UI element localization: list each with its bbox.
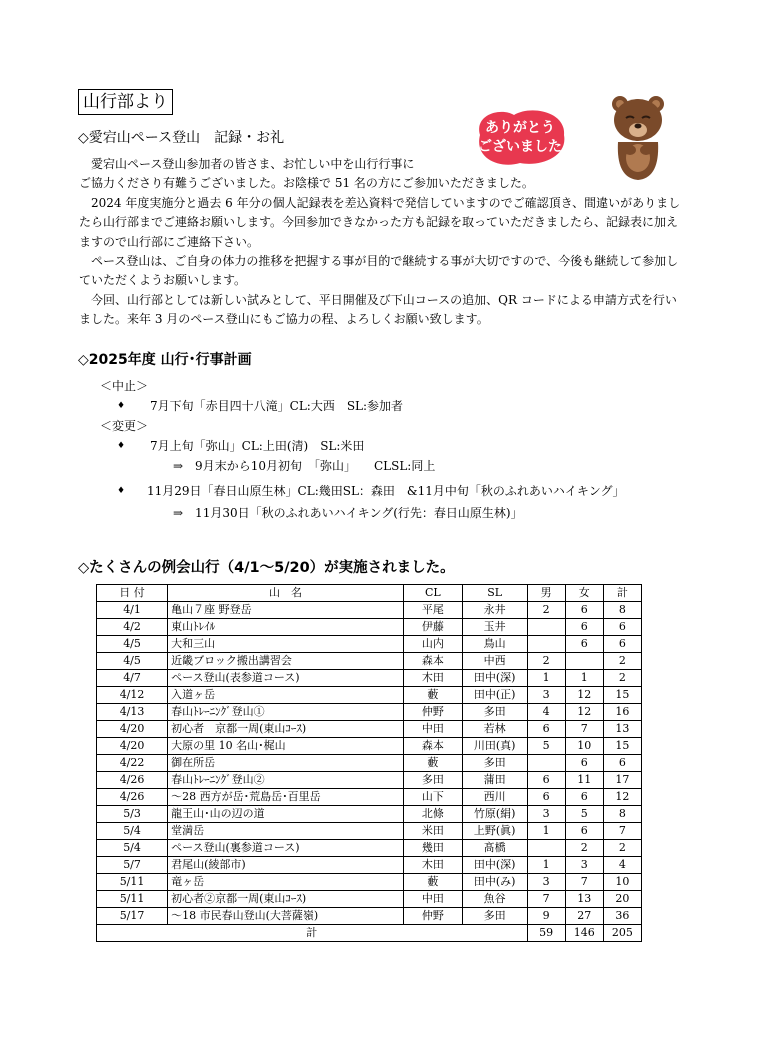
cell-cl: 森本 [404, 738, 463, 755]
cell-date: 4/22 [97, 755, 168, 772]
cell-male: 1 [527, 823, 565, 840]
cell-cl: 北條 [404, 806, 463, 823]
cell-mountain: 竜ヶ岳 [168, 874, 404, 891]
cell-date: 5/7 [97, 857, 168, 874]
cell-female: 7 [565, 721, 603, 738]
cell-male [527, 755, 565, 772]
cell-date: 4/1 [97, 602, 168, 619]
cell-total: 6 [603, 619, 641, 636]
cell-sl: 田中(み) [462, 874, 527, 891]
column-header-female: 女 [565, 585, 603, 602]
badge-line1: ありがとう [485, 120, 555, 136]
cell-cl: 木田 [404, 670, 463, 687]
change-label: ＜変更＞ [100, 419, 149, 433]
cell-total: 8 [603, 806, 641, 823]
cell-male [527, 840, 565, 857]
cell-cl: 幾田 [404, 840, 463, 857]
cell-cl: 藪 [404, 874, 463, 891]
cell-female [565, 653, 603, 670]
cell-cl: 木田 [404, 857, 463, 874]
cell-mountain: ペース登山(表参道コース) [168, 670, 404, 687]
total-label: 計 [97, 925, 528, 942]
table-row [97, 653, 642, 670]
cell-female: 6 [565, 602, 603, 619]
cell-date: 5/4 [97, 823, 168, 840]
paragraph-records: 2024 年度実施分と過去 6 年分の個人記録表を差込資料で発信していますのでご確認頂き、間違いがありましたら山行部までご連絡お願いします。今回参加できなかった方も記録を取っていただきましたら、記録表に加えますので山行部にご連絡下さい。 [79, 195, 681, 249]
cell-total: 4 [603, 857, 641, 874]
column-header-sl: SL [462, 585, 527, 602]
cell-male [527, 619, 565, 636]
paragraph-thanks-1: 愛宕山ペース登山参加者の皆さま、お忙しい中を山行行事に [91, 157, 415, 171]
cell-sl: 蒲田 [462, 772, 527, 789]
cell-mountain: ～18 市民春山登山(大菩薩嶺) [168, 908, 404, 925]
cell-sl: 若林 [462, 721, 527, 738]
cell-date: 5/17 [97, 908, 168, 925]
cell-date: 4/5 [97, 653, 168, 670]
cell-total: 2 [603, 653, 641, 670]
cell-male: 2 [527, 602, 565, 619]
cell-mountain: 大和三山 [168, 636, 404, 653]
cell-total: 17 [603, 772, 641, 789]
table-row [97, 857, 642, 874]
cell-male [527, 636, 565, 653]
section-heading-pace-climb: ◇愛宕山ペース登山 記録・お礼 [78, 130, 285, 146]
cell-mountain: 堂満岳 [168, 823, 404, 840]
cell-mountain: 大原の里 10 名山･梶山 [168, 738, 404, 755]
cell-mountain: 入道ヶ岳 [168, 687, 404, 704]
table-row [97, 806, 642, 823]
total-all: 205 [603, 925, 641, 942]
cell-sl: 上野(眞) [462, 823, 527, 840]
cell-cl: 平尾 [404, 602, 463, 619]
cell-female: 12 [565, 687, 603, 704]
cell-sl: 髙橋 [462, 840, 527, 857]
change-item-1-detail: ⇒ 9月末から10月初旬 「弥山」 CLSL:同上 [173, 459, 436, 473]
cell-date: 4/5 [97, 636, 168, 653]
cell-female: 7 [565, 874, 603, 891]
cell-cl: 伊藤 [404, 619, 463, 636]
change-item-1: 7月上旬「弥山」CL:上田(清) SL:米田 [150, 439, 365, 453]
event-plan-changes [100, 376, 720, 523]
cell-total: 12 [603, 789, 641, 806]
cell-male: 5 [527, 738, 565, 755]
cell-female: 13 [565, 891, 603, 908]
cell-female: 11 [565, 772, 603, 789]
total-male: 59 [527, 925, 565, 942]
cell-mountain: 君尾山(綾部市) [168, 857, 404, 874]
cell-female: 10 [565, 738, 603, 755]
cell-sl: 永井 [462, 602, 527, 619]
cell-male: 6 [527, 772, 565, 789]
cell-date: 4/20 [97, 721, 168, 738]
table-total-row [97, 925, 642, 942]
cell-sl: 竹原(絹) [462, 806, 527, 823]
cell-total: 15 [603, 738, 641, 755]
cell-sl: 田中(正) [462, 687, 527, 704]
cell-sl: 多田 [462, 908, 527, 925]
cell-female: 6 [565, 755, 603, 772]
cell-female: 6 [565, 636, 603, 653]
table-row [97, 670, 642, 687]
column-header-mountain: 山 名 [168, 585, 404, 602]
diamond-bullet-icon: ♦ [117, 401, 126, 411]
cell-date: 4/20 [97, 738, 168, 755]
cell-date: 5/3 [97, 806, 168, 823]
cell-cl: 仲野 [404, 908, 463, 925]
table-row [97, 789, 642, 806]
cell-sl: 多田 [462, 755, 527, 772]
cell-total: 16 [603, 704, 641, 721]
paragraph-new-trial: 今回、山行部としては新しい試みとして、平日開催及び下山コースの追加、QR コードによる申請方式を行いました。来年 3 月のペース登山にもご協力の程、よろしくお願い致します。 [79, 292, 677, 327]
cell-mountain: 春山ﾄﾚｰﾆﾝｸﾞ登山① [168, 704, 404, 721]
cell-cl: 中田 [404, 891, 463, 908]
cell-cl: 中田 [404, 721, 463, 738]
cell-date: 4/13 [97, 704, 168, 721]
table-row [97, 908, 642, 925]
table-header-row [97, 585, 642, 602]
cell-male: 2 [527, 653, 565, 670]
diamond-bullet-icon: ♦ [117, 486, 126, 496]
cell-female: 6 [565, 823, 603, 840]
table-row [97, 823, 642, 840]
cell-sl: 田中(深) [462, 670, 527, 687]
cell-mountain: 東山ﾄﾚｲﾙ [168, 619, 404, 636]
table-row [97, 704, 642, 721]
meeting-climbs-table [96, 584, 642, 942]
cell-date: 5/11 [97, 891, 168, 908]
change-item-2: 11月29日「春日山原生林」CL:幾田SL：森田 &11月中旬「秋のふれあいハイキング」 [147, 484, 625, 498]
table-row [97, 721, 642, 738]
paragraph-continue: ペース登山は、ご自身の体力の推移を把握する事が目的で継続する事が大切ですので、今後も継続して参加していただくようお願いします。 [79, 254, 679, 288]
table-row [97, 755, 642, 772]
table-row [97, 874, 642, 891]
cell-male: 6 [527, 721, 565, 738]
badge-line2: ございました [478, 139, 562, 155]
table-row [97, 891, 642, 908]
cell-sl: 田中(深) [462, 857, 527, 874]
cell-female: 27 [565, 908, 603, 925]
cell-total: 2 [603, 840, 641, 857]
cell-sl: 西川 [462, 789, 527, 806]
column-header-total: 計 [603, 585, 641, 602]
cell-cl: 山下 [404, 789, 463, 806]
cell-sl: 鳥山 [462, 636, 527, 653]
cell-male: 4 [527, 704, 565, 721]
cell-male: 3 [527, 874, 565, 891]
cell-mountain: 初心者 京都一周(東山ｺｰｽ) [168, 721, 404, 738]
cell-total: 36 [603, 908, 641, 925]
pace-climb-report [79, 155, 685, 330]
cell-cl: 米田 [404, 823, 463, 840]
cell-cl: 仲野 [404, 704, 463, 721]
table-row [97, 687, 642, 704]
cell-mountain: 春山ﾄﾚｰﾆﾝｸﾞ登山② [168, 772, 404, 789]
cell-mountain: 初心者②京都一周(東山ｺｰｽ) [168, 891, 404, 908]
cell-female: 3 [565, 857, 603, 874]
change-item-2-detail: ⇒ 11月30日「秋のふれあいハイキング(行先：春日山原生林)」 [173, 506, 523, 520]
column-header-male: 男 [527, 585, 565, 602]
cell-male: 1 [527, 670, 565, 687]
cell-male: 3 [527, 806, 565, 823]
paragraph-thanks-1b: ご協力くださり有難うございました。お陰様で 51 名の方にご参加いただきました。 [79, 176, 534, 191]
cell-mountain: 亀山７座 野登岳 [168, 602, 404, 619]
cell-female: 12 [565, 704, 603, 721]
cell-date: 5/4 [97, 840, 168, 857]
cell-cl: 藪 [404, 687, 463, 704]
cell-male: 7 [527, 891, 565, 908]
cell-date: 4/12 [97, 687, 168, 704]
cell-date: 4/2 [97, 619, 168, 636]
table-row [97, 619, 642, 636]
cell-female: 2 [565, 840, 603, 857]
cell-total: 10 [603, 874, 641, 891]
cell-male: 1 [527, 857, 565, 874]
table-row [97, 772, 642, 789]
cell-mountain: 龍王山･山の辺の道 [168, 806, 404, 823]
column-header-date: 日 付 [97, 585, 168, 602]
cell-male: 3 [527, 687, 565, 704]
cell-cl: 多田 [404, 772, 463, 789]
column-header-cl: CL [404, 585, 463, 602]
cell-total: 6 [603, 755, 641, 772]
table-row [97, 636, 642, 653]
cell-date: 4/7 [97, 670, 168, 687]
cell-date: 4/26 [97, 772, 168, 789]
cell-total: 15 [603, 687, 641, 704]
cell-sl: 中西 [462, 653, 527, 670]
cell-male: 9 [527, 908, 565, 925]
department-title: 山行部より [78, 89, 173, 115]
cell-female: 6 [565, 619, 603, 636]
table-row [97, 840, 642, 857]
diamond-bullet-icon: ♦ [117, 441, 126, 451]
cell-mountain: 御在所岳 [168, 755, 404, 772]
section-heading-meetings: ◇たくさんの例会山行（4/1～5/20）が実施されました。 [78, 560, 455, 576]
cell-female: 1 [565, 670, 603, 687]
cell-mountain: ペース登山(裏参道コース) [168, 840, 404, 857]
cell-sl: 川田(真) [462, 738, 527, 755]
cell-date: 5/11 [97, 874, 168, 891]
cancel-label: ＜中止＞ [100, 379, 149, 393]
total-female: 146 [565, 925, 603, 942]
cell-sl: 魚谷 [462, 891, 527, 908]
cell-female: 5 [565, 806, 603, 823]
cell-male: 6 [527, 789, 565, 806]
cell-total: 6 [603, 636, 641, 653]
cell-sl: 多田 [462, 704, 527, 721]
cell-total: 8 [603, 602, 641, 619]
cell-female: 6 [565, 789, 603, 806]
cell-date: 4/26 [97, 789, 168, 806]
cell-cl: 山内 [404, 636, 463, 653]
table-row [97, 738, 642, 755]
cell-total: 20 [603, 891, 641, 908]
cell-mountain: 近畿ブロック搬出講習会 [168, 653, 404, 670]
cell-mountain: ～28 西方が岳･荒島岳･百里岳 [168, 789, 404, 806]
section-heading-plan: ◇2025年度 山行･行事計画 [78, 352, 252, 368]
cell-total: 13 [603, 721, 641, 738]
table-row [97, 602, 642, 619]
cell-cl: 藪 [404, 755, 463, 772]
cancel-item: 7月下旬「赤目四十八滝」CL:大西 SL:参加者 [150, 399, 404, 413]
cell-total: 7 [603, 823, 641, 840]
cell-cl: 森本 [404, 653, 463, 670]
cell-sl: 玉井 [462, 619, 527, 636]
cell-total: 2 [603, 670, 641, 687]
